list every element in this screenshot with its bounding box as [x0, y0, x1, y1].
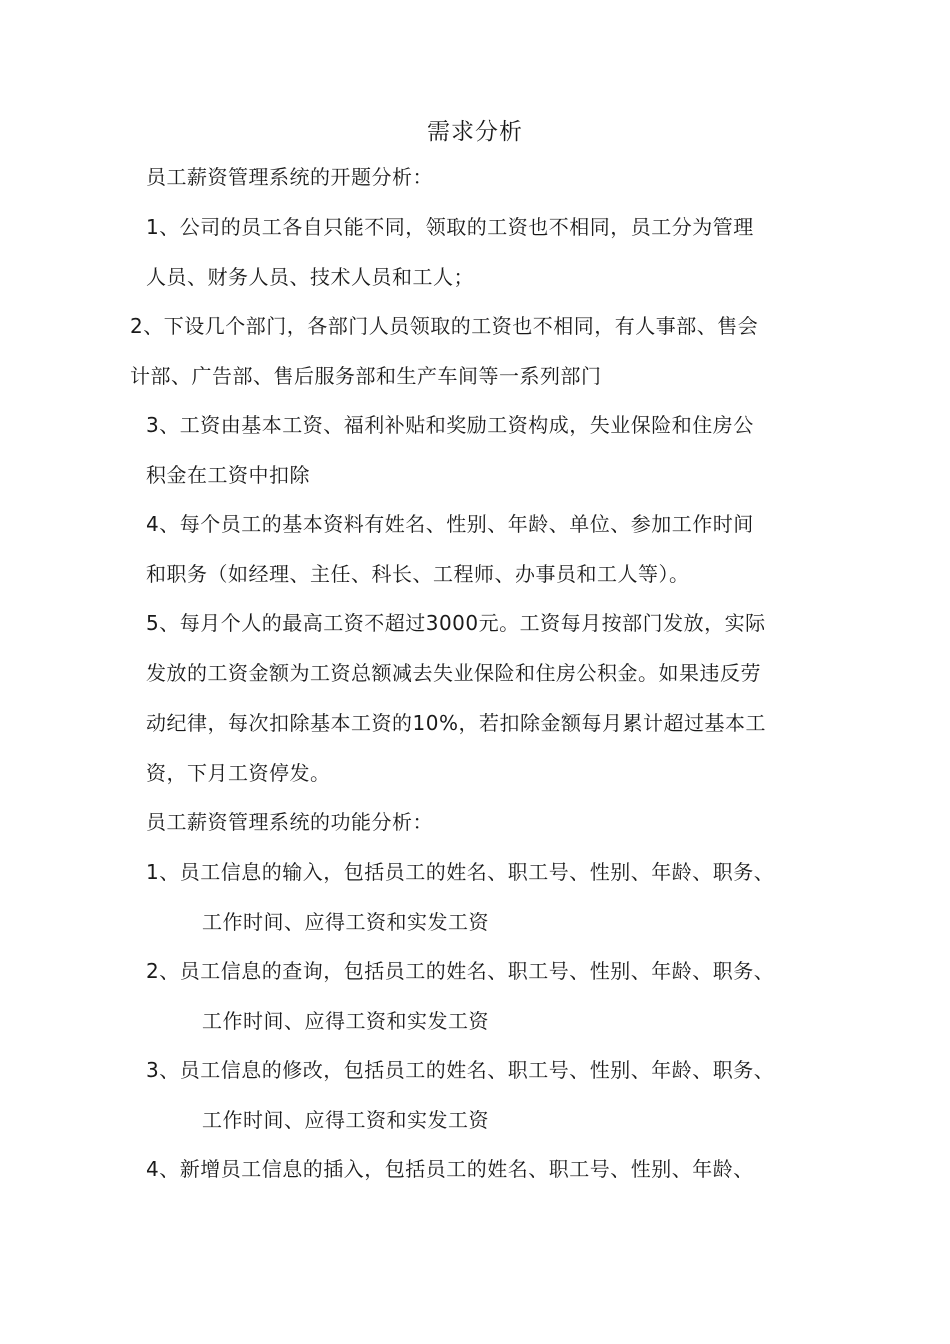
function-2-line-2: 工作时间、应得工资和实发工资: [202, 1009, 489, 1033]
item-5-line-2: 发放的工资金额为工资总额减去失业保险和住房公积金。如果违反劳: [146, 661, 761, 685]
function-3-line-2: 工作时间、应得工资和实发工资: [202, 1108, 489, 1132]
section-heading-proposal: 员工薪资管理系统的开题分析：: [146, 165, 433, 189]
function-4-line-1: 4、新增员工信息的插入，包括员工的姓名、职工号、性别、年龄、: [146, 1157, 754, 1181]
function-1-line-1: 1、员工信息的输入，包括员工的姓名、职工号、性别、年龄、职务、: [146, 860, 775, 884]
item-4-line-1: 4、每个员工的基本资料有姓名、性别、年龄、单位、参加工作时间: [146, 512, 754, 536]
section-heading-functions: 员工薪资管理系统的功能分析：: [146, 810, 433, 834]
item-3-line-1: 3、工资由基本工资、福利补贴和奖励工资构成，失业保险和住房公: [146, 413, 754, 437]
function-1-line-2: 工作时间、应得工资和实发工资: [202, 910, 489, 934]
item-5-line-4: 资，下月工资停发。: [146, 761, 331, 785]
item-5-line-3: 动纪律，每次扣除基本工资的10%，若扣除金额每月累计超过基本工: [146, 711, 766, 735]
function-3-line-1: 3、员工信息的修改，包括员工的姓名、职工号、性别、年龄、职务、: [146, 1058, 775, 1082]
item-2-line-2: 计部、广告部、售后服务部和生产车间等一系列部门: [130, 364, 602, 388]
item-2-line-1: 2、下设几个部门，各部门人员领取的工资也不相同，有人事部、售会: [130, 314, 759, 338]
item-5-line-1: 5、每月个人的最高工资不超过3000元。工资每月按部门发放，实际: [146, 611, 766, 635]
item-1-line-2: 人员、财务人员、技术人员和工人；: [146, 265, 474, 289]
item-1-line-1: 1、公司的员工各自只能不同，领取的工资也不相同，员工分为管理: [146, 215, 754, 239]
function-2-line-1: 2、员工信息的查询，包括员工的姓名、职工号、性别、年龄、职务、: [146, 959, 775, 983]
page-title: 需求分析: [427, 119, 523, 145]
item-3-line-2: 积金在工资中扣除: [146, 463, 310, 487]
item-4-line-2: 和职务（如经理、主任、科长、工程师、办事员和工人等）。: [146, 562, 690, 586]
